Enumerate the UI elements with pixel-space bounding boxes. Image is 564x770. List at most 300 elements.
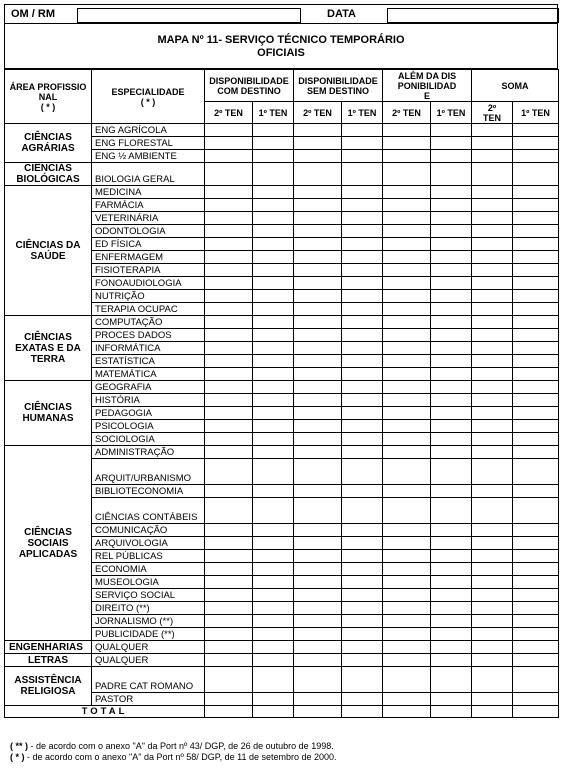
value-cell[interactable] — [294, 667, 342, 693]
value-cell[interactable] — [472, 524, 513, 537]
value-cell[interactable] — [253, 212, 294, 225]
value-cell[interactable] — [383, 124, 431, 137]
value-cell[interactable] — [431, 563, 472, 576]
value-cell[interactable] — [205, 459, 253, 485]
value-cell[interactable] — [205, 641, 253, 654]
value-cell[interactable] — [342, 355, 383, 368]
value-cell[interactable] — [383, 381, 431, 394]
value-cell[interactable] — [205, 251, 253, 264]
value-cell[interactable] — [342, 420, 383, 433]
value-cell[interactable] — [513, 615, 559, 628]
value-cell[interactable] — [205, 163, 253, 186]
value-cell[interactable] — [472, 446, 513, 459]
value-cell[interactable] — [513, 329, 559, 342]
value-cell[interactable] — [205, 381, 253, 394]
total-cell[interactable] — [253, 706, 294, 718]
value-cell[interactable] — [431, 199, 472, 212]
value-cell[interactable] — [205, 199, 253, 212]
value-cell[interactable] — [513, 446, 559, 459]
value-cell[interactable] — [383, 498, 431, 524]
value-cell[interactable] — [383, 264, 431, 277]
value-cell[interactable] — [205, 137, 253, 150]
value-cell[interactable] — [472, 654, 513, 667]
value-cell[interactable] — [205, 628, 253, 641]
value-cell[interactable] — [294, 420, 342, 433]
value-cell[interactable] — [342, 563, 383, 576]
value-cell[interactable] — [513, 303, 559, 316]
value-cell[interactable] — [513, 394, 559, 407]
value-cell[interactable] — [431, 277, 472, 290]
value-cell[interactable] — [513, 355, 559, 368]
value-cell[interactable] — [513, 150, 559, 163]
value-cell[interactable] — [253, 225, 294, 238]
value-cell[interactable] — [253, 420, 294, 433]
value-cell[interactable] — [513, 589, 559, 602]
value-cell[interactable] — [513, 264, 559, 277]
value-cell[interactable] — [383, 251, 431, 264]
value-cell[interactable] — [513, 576, 559, 589]
value-cell[interactable] — [431, 381, 472, 394]
value-cell[interactable] — [513, 654, 559, 667]
value-cell[interactable] — [431, 433, 472, 446]
data-field[interactable] — [387, 8, 559, 23]
value-cell[interactable] — [205, 124, 253, 137]
value-cell[interactable] — [383, 329, 431, 342]
value-cell[interactable] — [253, 137, 294, 150]
value-cell[interactable] — [342, 124, 383, 137]
value-cell[interactable] — [294, 693, 342, 706]
value-cell[interactable] — [383, 199, 431, 212]
total-cell[interactable] — [205, 706, 253, 718]
value-cell[interactable] — [205, 329, 253, 342]
value-cell[interactable] — [383, 615, 431, 628]
value-cell[interactable] — [383, 137, 431, 150]
value-cell[interactable] — [253, 550, 294, 563]
value-cell[interactable] — [294, 368, 342, 381]
value-cell[interactable] — [472, 420, 513, 433]
value-cell[interactable] — [472, 212, 513, 225]
value-cell[interactable] — [253, 163, 294, 186]
value-cell[interactable] — [294, 589, 342, 602]
value-cell[interactable] — [342, 615, 383, 628]
value-cell[interactable] — [513, 641, 559, 654]
value-cell[interactable] — [431, 407, 472, 420]
value-cell[interactable] — [342, 238, 383, 251]
value-cell[interactable] — [253, 589, 294, 602]
value-cell[interactable] — [205, 355, 253, 368]
value-cell[interactable] — [253, 290, 294, 303]
value-cell[interactable] — [383, 433, 431, 446]
value-cell[interactable] — [431, 446, 472, 459]
value-cell[interactable] — [513, 316, 559, 329]
value-cell[interactable] — [383, 238, 431, 251]
value-cell[interactable] — [513, 212, 559, 225]
value-cell[interactable] — [253, 381, 294, 394]
value-cell[interactable] — [383, 163, 431, 186]
value-cell[interactable] — [383, 576, 431, 589]
value-cell[interactable] — [294, 225, 342, 238]
value-cell[interactable] — [431, 290, 472, 303]
value-cell[interactable] — [253, 329, 294, 342]
value-cell[interactable] — [383, 186, 431, 199]
value-cell[interactable] — [431, 537, 472, 550]
value-cell[interactable] — [383, 693, 431, 706]
value-cell[interactable] — [431, 576, 472, 589]
value-cell[interactable] — [205, 316, 253, 329]
value-cell[interactable] — [342, 251, 383, 264]
value-cell[interactable] — [205, 420, 253, 433]
value-cell[interactable] — [253, 251, 294, 264]
value-cell[interactable] — [294, 238, 342, 251]
value-cell[interactable] — [472, 615, 513, 628]
value-cell[interactable] — [472, 225, 513, 238]
value-cell[interactable] — [294, 498, 342, 524]
value-cell[interactable] — [513, 667, 559, 693]
value-cell[interactable] — [431, 355, 472, 368]
value-cell[interactable] — [253, 303, 294, 316]
value-cell[interactable] — [205, 576, 253, 589]
value-cell[interactable] — [383, 368, 431, 381]
value-cell[interactable] — [253, 459, 294, 485]
value-cell[interactable] — [431, 368, 472, 381]
value-cell[interactable] — [513, 407, 559, 420]
value-cell[interactable] — [472, 290, 513, 303]
value-cell[interactable] — [294, 199, 342, 212]
value-cell[interactable] — [294, 186, 342, 199]
value-cell[interactable] — [431, 420, 472, 433]
value-cell[interactable] — [431, 459, 472, 485]
value-cell[interactable] — [472, 498, 513, 524]
value-cell[interactable] — [431, 124, 472, 137]
value-cell[interactable] — [472, 199, 513, 212]
value-cell[interactable] — [472, 329, 513, 342]
value-cell[interactable] — [294, 394, 342, 407]
value-cell[interactable] — [342, 290, 383, 303]
value-cell[interactable] — [431, 137, 472, 150]
value-cell[interactable] — [513, 163, 559, 186]
value-cell[interactable] — [253, 563, 294, 576]
value-cell[interactable] — [513, 537, 559, 550]
value-cell[interactable] — [513, 498, 559, 524]
value-cell[interactable] — [294, 137, 342, 150]
value-cell[interactable] — [383, 212, 431, 225]
value-cell[interactable] — [253, 615, 294, 628]
value-cell[interactable] — [205, 537, 253, 550]
value-cell[interactable] — [342, 329, 383, 342]
value-cell[interactable] — [294, 641, 342, 654]
value-cell[interactable] — [205, 550, 253, 563]
value-cell[interactable] — [513, 342, 559, 355]
value-cell[interactable] — [205, 277, 253, 290]
value-cell[interactable] — [383, 537, 431, 550]
value-cell[interactable] — [513, 277, 559, 290]
value-cell[interactable] — [253, 485, 294, 498]
value-cell[interactable] — [253, 368, 294, 381]
value-cell[interactable] — [513, 628, 559, 641]
value-cell[interactable] — [431, 524, 472, 537]
value-cell[interactable] — [205, 407, 253, 420]
value-cell[interactable] — [294, 628, 342, 641]
value-cell[interactable] — [383, 654, 431, 667]
value-cell[interactable] — [205, 693, 253, 706]
value-cell[interactable] — [342, 264, 383, 277]
value-cell[interactable] — [294, 524, 342, 537]
value-cell[interactable] — [383, 420, 431, 433]
value-cell[interactable] — [431, 602, 472, 615]
value-cell[interactable] — [294, 124, 342, 137]
value-cell[interactable] — [253, 124, 294, 137]
value-cell[interactable] — [472, 485, 513, 498]
value-cell[interactable] — [472, 602, 513, 615]
value-cell[interactable] — [205, 368, 253, 381]
value-cell[interactable] — [431, 498, 472, 524]
value-cell[interactable] — [294, 563, 342, 576]
value-cell[interactable] — [383, 277, 431, 290]
value-cell[interactable] — [342, 163, 383, 186]
value-cell[interactable] — [513, 433, 559, 446]
value-cell[interactable] — [253, 394, 294, 407]
value-cell[interactable] — [205, 498, 253, 524]
value-cell[interactable] — [513, 137, 559, 150]
value-cell[interactable] — [472, 150, 513, 163]
value-cell[interactable] — [383, 459, 431, 485]
value-cell[interactable] — [253, 199, 294, 212]
value-cell[interactable] — [294, 407, 342, 420]
value-cell[interactable] — [431, 654, 472, 667]
value-cell[interactable] — [253, 524, 294, 537]
value-cell[interactable] — [294, 459, 342, 485]
value-cell[interactable] — [342, 212, 383, 225]
value-cell[interactable] — [205, 186, 253, 199]
value-cell[interactable] — [472, 693, 513, 706]
value-cell[interactable] — [472, 251, 513, 264]
value-cell[interactable] — [294, 163, 342, 186]
value-cell[interactable] — [294, 485, 342, 498]
value-cell[interactable] — [253, 407, 294, 420]
value-cell[interactable] — [342, 137, 383, 150]
value-cell[interactable] — [253, 537, 294, 550]
value-cell[interactable] — [253, 576, 294, 589]
value-cell[interactable] — [205, 654, 253, 667]
value-cell[interactable] — [383, 290, 431, 303]
value-cell[interactable] — [205, 485, 253, 498]
value-cell[interactable] — [431, 589, 472, 602]
value-cell[interactable] — [472, 277, 513, 290]
value-cell[interactable] — [205, 342, 253, 355]
value-cell[interactable] — [431, 550, 472, 563]
value-cell[interactable] — [383, 394, 431, 407]
value-cell[interactable] — [342, 407, 383, 420]
value-cell[interactable] — [342, 303, 383, 316]
value-cell[interactable] — [513, 290, 559, 303]
value-cell[interactable] — [294, 654, 342, 667]
value-cell[interactable] — [513, 199, 559, 212]
value-cell[interactable] — [472, 163, 513, 186]
value-cell[interactable] — [342, 576, 383, 589]
value-cell[interactable] — [431, 329, 472, 342]
value-cell[interactable] — [342, 199, 383, 212]
value-cell[interactable] — [513, 563, 559, 576]
value-cell[interactable] — [383, 602, 431, 615]
value-cell[interactable] — [431, 238, 472, 251]
value-cell[interactable] — [472, 368, 513, 381]
value-cell[interactable] — [431, 641, 472, 654]
value-cell[interactable] — [342, 394, 383, 407]
value-cell[interactable] — [383, 524, 431, 537]
value-cell[interactable] — [431, 225, 472, 238]
total-cell[interactable] — [431, 706, 472, 718]
value-cell[interactable] — [472, 563, 513, 576]
value-cell[interactable] — [342, 150, 383, 163]
value-cell[interactable] — [294, 576, 342, 589]
value-cell[interactable] — [294, 381, 342, 394]
value-cell[interactable] — [513, 225, 559, 238]
value-cell[interactable] — [205, 303, 253, 316]
value-cell[interactable] — [205, 150, 253, 163]
value-cell[interactable] — [253, 316, 294, 329]
value-cell[interactable] — [383, 550, 431, 563]
value-cell[interactable] — [205, 615, 253, 628]
value-cell[interactable] — [383, 342, 431, 355]
value-cell[interactable] — [431, 667, 472, 693]
value-cell[interactable] — [294, 150, 342, 163]
value-cell[interactable] — [205, 238, 253, 251]
value-cell[interactable] — [431, 693, 472, 706]
value-cell[interactable] — [431, 163, 472, 186]
value-cell[interactable] — [472, 137, 513, 150]
value-cell[interactable] — [431, 342, 472, 355]
value-cell[interactable] — [342, 186, 383, 199]
value-cell[interactable] — [383, 589, 431, 602]
value-cell[interactable] — [205, 667, 253, 693]
value-cell[interactable] — [431, 628, 472, 641]
value-cell[interactable] — [253, 186, 294, 199]
value-cell[interactable] — [383, 316, 431, 329]
value-cell[interactable] — [431, 264, 472, 277]
value-cell[interactable] — [294, 290, 342, 303]
value-cell[interactable] — [342, 485, 383, 498]
value-cell[interactable] — [472, 433, 513, 446]
value-cell[interactable] — [431, 485, 472, 498]
value-cell[interactable] — [253, 433, 294, 446]
value-cell[interactable] — [383, 225, 431, 238]
value-cell[interactable] — [294, 251, 342, 264]
value-cell[interactable] — [342, 316, 383, 329]
value-cell[interactable] — [472, 459, 513, 485]
value-cell[interactable] — [253, 238, 294, 251]
value-cell[interactable] — [383, 407, 431, 420]
value-cell[interactable] — [342, 381, 383, 394]
value-cell[interactable] — [253, 150, 294, 163]
value-cell[interactable] — [513, 459, 559, 485]
value-cell[interactable] — [342, 225, 383, 238]
value-cell[interactable] — [472, 589, 513, 602]
value-cell[interactable] — [253, 654, 294, 667]
value-cell[interactable] — [253, 641, 294, 654]
total-cell[interactable] — [383, 706, 431, 718]
value-cell[interactable] — [513, 381, 559, 394]
value-cell[interactable] — [253, 667, 294, 693]
value-cell[interactable] — [205, 264, 253, 277]
total-cell[interactable] — [294, 706, 342, 718]
value-cell[interactable] — [513, 550, 559, 563]
value-cell[interactable] — [253, 355, 294, 368]
value-cell[interactable] — [513, 251, 559, 264]
value-cell[interactable] — [431, 186, 472, 199]
total-cell[interactable] — [472, 706, 513, 718]
value-cell[interactable] — [342, 667, 383, 693]
value-cell[interactable] — [342, 589, 383, 602]
value-cell[interactable] — [472, 124, 513, 137]
value-cell[interactable] — [294, 342, 342, 355]
value-cell[interactable] — [342, 498, 383, 524]
value-cell[interactable] — [294, 264, 342, 277]
value-cell[interactable] — [431, 251, 472, 264]
value-cell[interactable] — [383, 446, 431, 459]
value-cell[interactable] — [472, 355, 513, 368]
value-cell[interactable] — [472, 381, 513, 394]
value-cell[interactable] — [431, 212, 472, 225]
value-cell[interactable] — [205, 394, 253, 407]
value-cell[interactable] — [294, 615, 342, 628]
value-cell[interactable] — [342, 693, 383, 706]
value-cell[interactable] — [472, 394, 513, 407]
value-cell[interactable] — [342, 342, 383, 355]
value-cell[interactable] — [472, 264, 513, 277]
value-cell[interactable] — [205, 446, 253, 459]
value-cell[interactable] — [342, 277, 383, 290]
value-cell[interactable] — [513, 524, 559, 537]
value-cell[interactable] — [253, 446, 294, 459]
value-cell[interactable] — [294, 329, 342, 342]
value-cell[interactable] — [253, 277, 294, 290]
value-cell[interactable] — [513, 693, 559, 706]
value-cell[interactable] — [513, 602, 559, 615]
value-cell[interactable] — [383, 628, 431, 641]
value-cell[interactable] — [472, 238, 513, 251]
value-cell[interactable] — [253, 342, 294, 355]
value-cell[interactable] — [342, 654, 383, 667]
value-cell[interactable] — [294, 277, 342, 290]
value-cell[interactable] — [342, 628, 383, 641]
value-cell[interactable] — [383, 150, 431, 163]
value-cell[interactable] — [472, 550, 513, 563]
value-cell[interactable] — [431, 316, 472, 329]
value-cell[interactable] — [342, 537, 383, 550]
value-cell[interactable] — [342, 524, 383, 537]
value-cell[interactable] — [253, 264, 294, 277]
value-cell[interactable] — [294, 303, 342, 316]
om-rm-field[interactable] — [77, 8, 301, 23]
value-cell[interactable] — [205, 290, 253, 303]
value-cell[interactable] — [472, 641, 513, 654]
value-cell[interactable] — [513, 420, 559, 433]
value-cell[interactable] — [294, 212, 342, 225]
value-cell[interactable] — [472, 628, 513, 641]
value-cell[interactable] — [472, 316, 513, 329]
value-cell[interactable] — [294, 602, 342, 615]
value-cell[interactable] — [383, 667, 431, 693]
value-cell[interactable] — [294, 355, 342, 368]
value-cell[interactable] — [431, 150, 472, 163]
value-cell[interactable] — [383, 563, 431, 576]
value-cell[interactable] — [205, 225, 253, 238]
value-cell[interactable] — [294, 537, 342, 550]
value-cell[interactable] — [342, 433, 383, 446]
value-cell[interactable] — [472, 407, 513, 420]
value-cell[interactable] — [205, 433, 253, 446]
value-cell[interactable] — [205, 602, 253, 615]
